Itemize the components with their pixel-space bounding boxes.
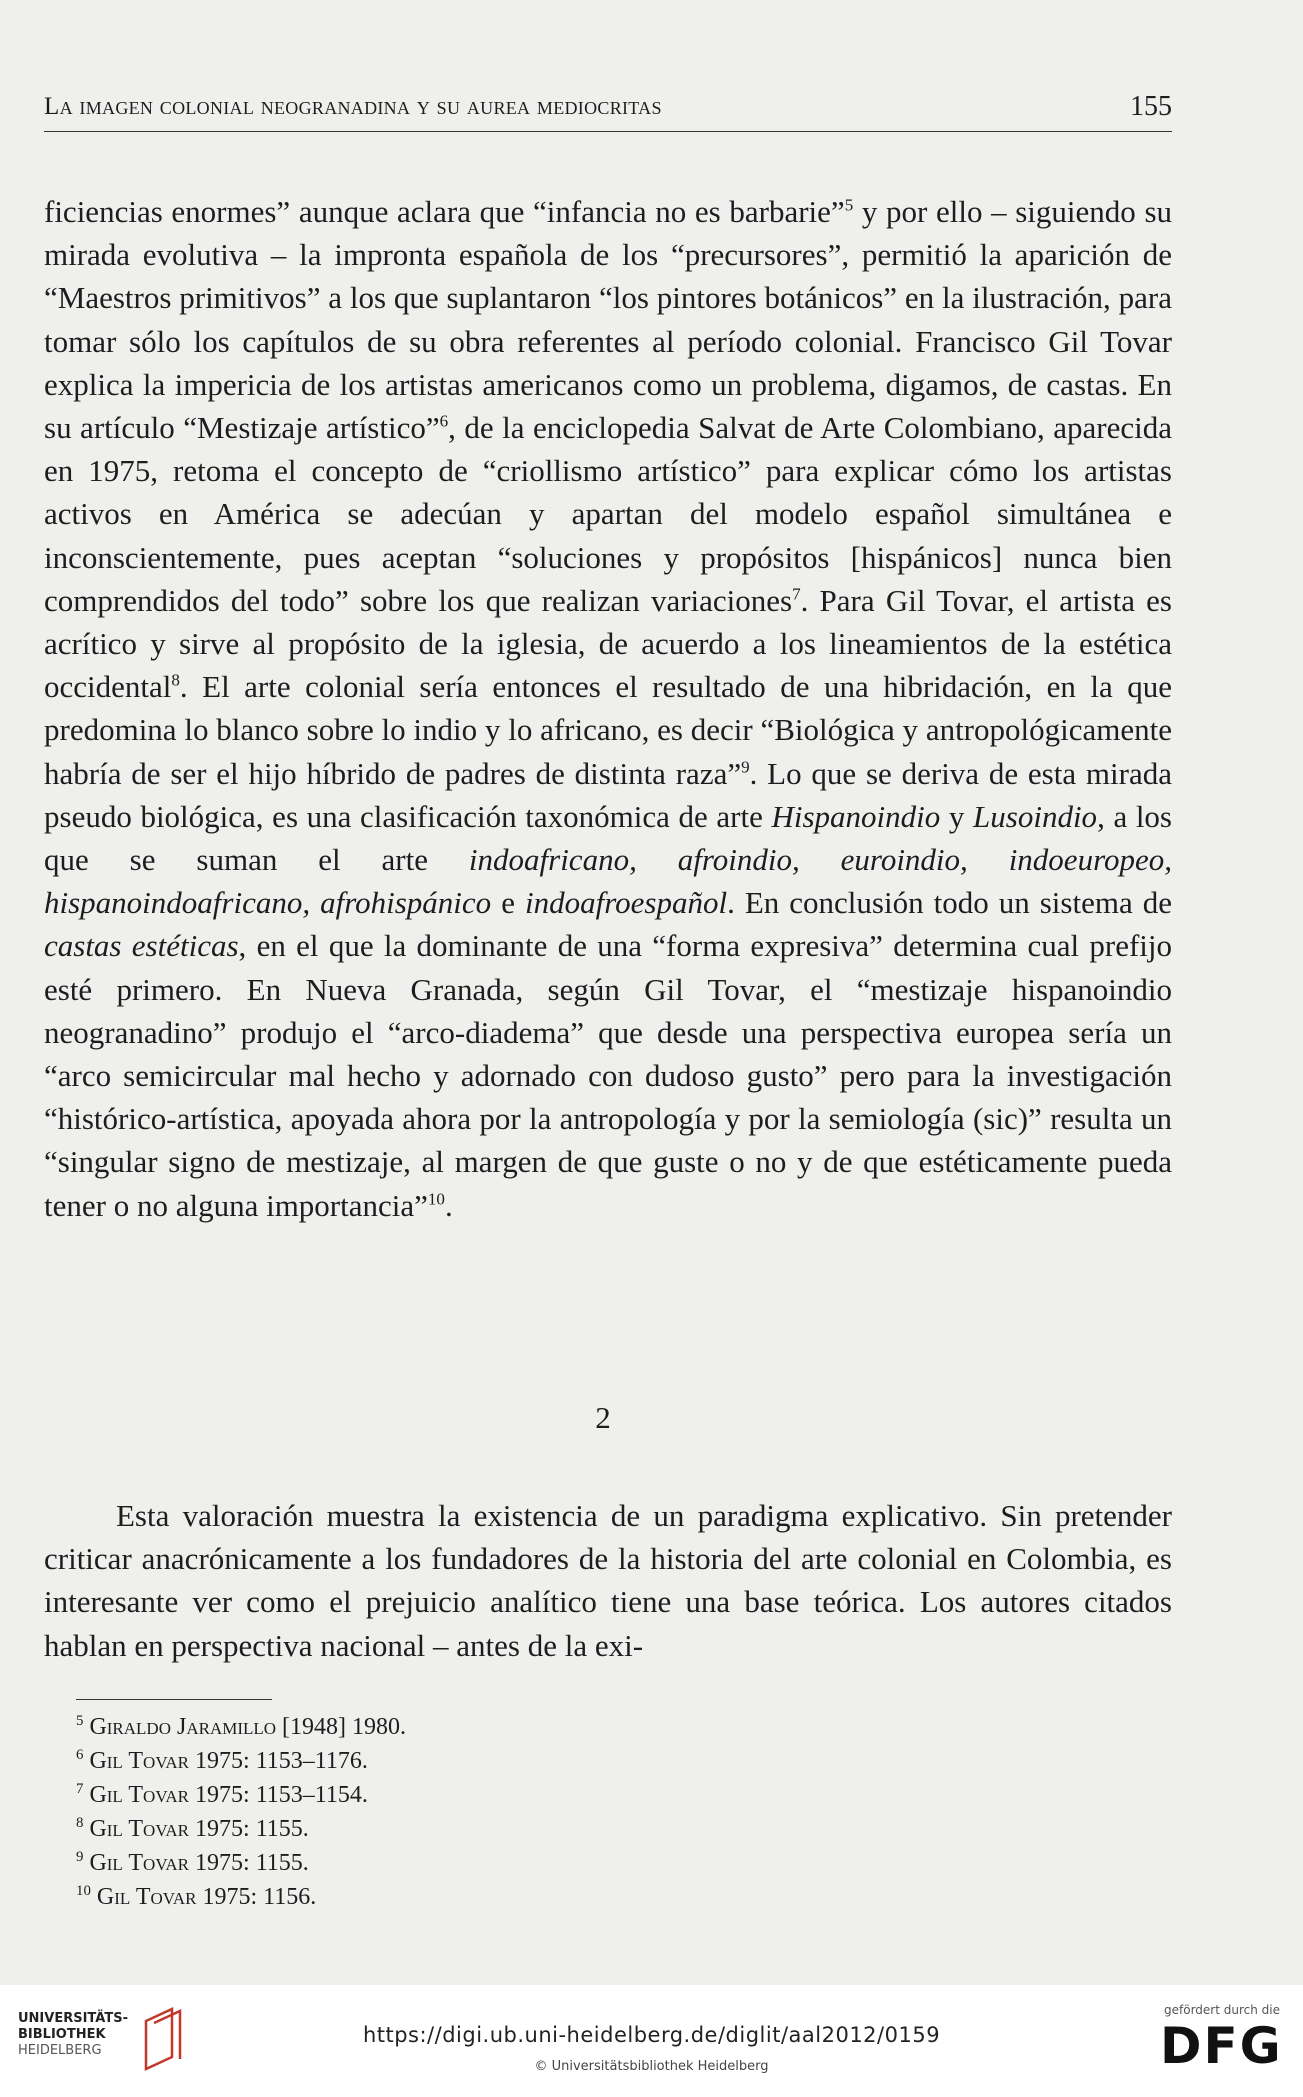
text-run: , a los que se suman el arte: [44, 798, 1172, 878]
copyright-note: © Universitätsbibliothek Heidelberg: [534, 2059, 769, 2074]
library-name-line: UNIVERSITÄTS-: [18, 2011, 128, 2026]
footnote-6: [76, 1744, 406, 1778]
footnote-8: [76, 1812, 406, 1846]
text-run: .: [444, 1187, 453, 1223]
footnote-ref: 1975: 1155.: [189, 1850, 309, 1876]
text-run: . Para Gil Tovar, el artista es acrítico y sirve al propósito de la iglesia, de acuerdo a los lineamientos de la estética occidental: [44, 582, 1172, 705]
footnote-mark: 7: [76, 1781, 84, 1797]
footnote-ref: 1975: 1153–1154.: [189, 1782, 368, 1808]
italic-term: indoafricano, afroindio, euroindio, indoeuropeo, hispanoindoafricano, afrohispánico: [44, 842, 1172, 921]
footnote-ref: 1975: 1156.: [196, 1884, 317, 1910]
text-run: , en el que la dominante de una “forma expresiva” determina cual prefijo esté primero. En Nueva Granada, según Gil Tovar, el “mestizaje hispanoindio neogranadino” produjo el “arco-diadema” que desde una perspectiva europea sería un “arco semicircular mal hecho y adornado con dudoso gusto” pero para la investigación “histórico-artística, apoyada ahora por la antropología y por la semiología (sic)” resulta un “singular signo de mestizaje, al margen de que guste o no y de que estéticamente pueda tener o no alguna importancia”: [44, 928, 1173, 1223]
text-run: . En conclusión todo un sistema de: [727, 885, 1172, 921]
footnote-author: Gil Tovar: [96, 1884, 197, 1910]
text-run: e: [491, 885, 525, 921]
footnote-ref-7[interactable]: 7: [792, 584, 801, 604]
digitization-footer: [0, 1985, 1303, 2097]
italic-term: indoafroespañol: [524, 885, 728, 921]
italic-term: Hispanoindio: [771, 798, 941, 834]
text-run: y por ello – siguiendo su mirada evolutiva – la impronta española de los “precursores”, permitió la aparición de “Maestros primitivos” a los que suplantaron “los pintores botánicos” en la ilustración, para tomar sólo los capítulos de su obra referentes al período colonial. Francisco Gil Tovar explica la impericia de los artistas americanos como un problema, digamos, de castas. En su artículo “Mestizaje artístico”: [44, 194, 1173, 446]
footnote-ref: 1975: 1153–1176.: [189, 1748, 368, 1774]
footnote-mark: 5: [76, 1713, 84, 1729]
footnote-author: Gil Tovar: [89, 1816, 190, 1842]
footnote-ref: [1948] 1980.: [276, 1714, 407, 1740]
footnote-author: Gil Tovar: [89, 1748, 190, 1774]
text-run: . Lo que se deriva de esta mirada pseudo biológica, es una clasificación taxonómica de arte: [44, 755, 1172, 834]
footnote-ref-10[interactable]: 10: [427, 1189, 445, 1209]
paragraph-1: [44, 190, 1172, 1227]
footnote-7: [76, 1778, 406, 1812]
italic-term: castas estéticas: [44, 928, 239, 964]
library-name-line: BIBLIOTHEK: [18, 2027, 106, 2042]
running-header: [44, 93, 1172, 132]
footnotes: [76, 1710, 406, 1914]
italic-term: Lusoindio: [973, 798, 1098, 834]
page-number: 155: [1130, 91, 1172, 122]
dfg-logo[interactable]: DFG: [1160, 2017, 1283, 2075]
footnote-mark: 6: [76, 1747, 84, 1763]
main-text: [44, 190, 1172, 1227]
funding-note: gefördert durch die: [1164, 2003, 1280, 2017]
footnote-ref-9[interactable]: 9: [741, 757, 750, 777]
main-text-continued: [44, 1494, 1172, 1667]
footnote-10: [76, 1880, 406, 1914]
footnote-ref: 1975: 1155.: [189, 1816, 309, 1842]
permalink-url[interactable]: https://digi.ub.uni-heidelberg.de/diglit/aal2012/0159: [362, 2023, 941, 2047]
running-title: La imagen colonial neogranadina y su aurea mediocritas: [44, 93, 662, 120]
footnote-author: Gil Tovar: [89, 1850, 190, 1876]
footnote-mark: 9: [76, 1849, 84, 1865]
footnote-separator: [76, 1699, 272, 1700]
text-run: . El arte colonial sería entonces el resultado de una hibridación, en la que predomina lo blanco sobre lo indio y lo africano, es decir “Biológica y antropológicamente habría de ser el hijo híbrido de padres de distinta raza”: [44, 669, 1172, 791]
text-run: ficiencias enormes” aunque aclara que “infancia no es barbarie”: [44, 194, 845, 229]
library-name-line: HEIDELBERG: [18, 2043, 102, 2058]
footnote-author: Giraldo Jaramillo: [89, 1714, 277, 1740]
footnote-mark: 8: [76, 1815, 84, 1831]
footnote-ref-8[interactable]: 8: [171, 670, 180, 690]
footnote-mark: 10: [76, 1883, 91, 1899]
paragraph-2: Esta valoración muestra la existencia de un paradigma explicativo. Sin pretender criticar anacrónicamente a los fundadores de la historia del arte colonial en Colombia, es interesante ver como el prejuicio analítico tiene una base teórica. Los autores citados hablan en perspectiva nacional – antes de la exi-: [44, 1498, 1172, 1663]
footnote-ref-6[interactable]: 6: [439, 411, 449, 431]
footnote-5: [76, 1710, 406, 1744]
text-run: , de la enciclopedia Salvat de Arte Colombiano, aparecida en 1975, retoma el concepto de “criollismo artístico” para explicar cómo los artistas activos en América se adecúan y apartan del modelo español simultánea e inconscientemente, pues aceptan “soluciones y propósitos [hispánicos] nunca bien comprendidos del todo” sobre los que realizan variaciones: [44, 410, 1173, 618]
footnote-ref-5[interactable]: 5: [844, 195, 854, 215]
footnote-author: Gil Tovar: [89, 1782, 190, 1808]
footnote-9: [76, 1846, 406, 1880]
text-run: y: [940, 798, 974, 834]
section-number: 2: [595, 1400, 611, 1435]
